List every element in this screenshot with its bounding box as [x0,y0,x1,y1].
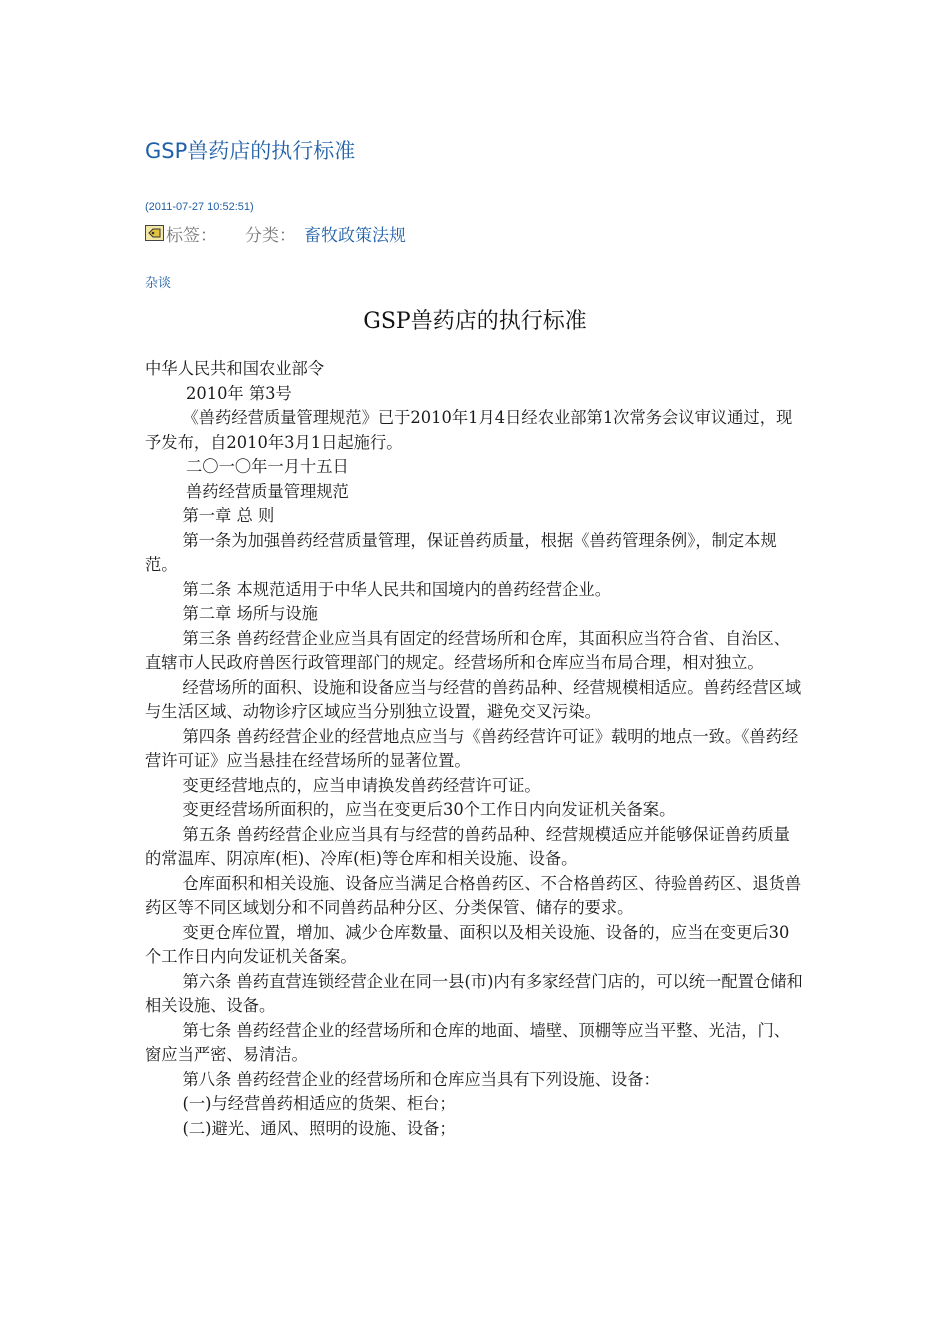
list-item: (二)避光、通风、照明的设施、设备； [182,1118,456,1138]
document-title: GSP兽药店的执行标准 [363,309,587,334]
paragraph: 变更经营场所面积的，应当在变更后30个工作日内向发证机关备案。 [182,800,676,819]
paragraph: 仓库面积和相关设施、设备应当满足合格兽药区、不合格兽药区、待验兽药区、退货兽药区等不同区域划分和不同兽药品种分区、分类保管、储存的要求。 [145,873,802,917]
list-item: (一)与经营兽药相适应的货架、柜台； [182,1094,456,1113]
post-date: (2011-07-27 10:52:51) [145,201,254,213]
article: 第四条 兽药经营企业的经营地点应当与《兽药经营许可证》载明的地点一致。《兽药经营许可证》应当悬挂在经营场所的显著位置。 [145,726,799,770]
paragraph: 经营场所的面积、设施和设备应当与经营的兽药品种、经营规模相适应。兽药经营区域与生活区域、动物诊疗区域应当分别独立设置，避免交叉污染。 [145,677,802,721]
article: 第八条 兽药经营企业的经营场所和仓库应当具有下列设施、设备： [182,1069,660,1089]
article: 第七条 兽药经营企业的经营场所和仓库的地面、墙壁、顶棚等应当平整、光洁，门、窗应当严密、易清洁。 [145,1020,791,1064]
misc-tag-link[interactable]: 杂谈 [145,276,172,291]
chapter-heading: 第一章 总 则 [182,506,275,525]
decree-number: 2010年 第3号 [186,383,292,403]
category-link[interactable]: 畜牧政策法规 [304,225,406,246]
decree-issuer: 中华人民共和国农业部令 [145,359,325,378]
tag-category-line [145,221,406,245]
paragraph: 变更仓库位置，增加、减少仓库数量、面积以及相关设施、设备的，应当在变更后30个工作日内向发证机关备案。 [145,922,790,966]
chapter-heading: 第二章 场所与设施 [182,604,318,623]
blog-post-title[interactable]: GSP兽药店的执行标准 [145,139,356,163]
document-body [145,357,805,1141]
article: 第二条 本规范适用于中华人民共和国境内的兽药经营企业。 [182,579,611,599]
article: 第五条 兽药经营企业应当具有与经营的兽药品种、经营规模适应并能够保证兽药质量的常温库、阴凉库(柜)、冷库(柜)等仓库和相关设施、设备。 [145,824,791,868]
category-label: 分类： [245,225,296,246]
tag-icon [145,225,164,241]
regulation-title: 兽药经营质量管理规范 [186,481,349,501]
article: 第一条为加强兽药经营质量管理，保证兽药质量，根据《兽药管理条例》，制定本规范。 [145,530,777,574]
tag-label: 标签： [166,225,217,246]
article: 第三条 兽药经营企业应当具有固定的经营场所和仓库，其面积应当符合省、自治区、直辖市人民政府兽医行政管理部门的规定。经营场所和仓库应当布局合理，相对独立。 [145,628,791,672]
decree-date: 二〇一〇年一月十五日 [186,457,349,476]
article: 第六条 兽药直营连锁经营企业在同一县(市)内有多家经营门店的，可以统一配置仓储和相关设施、设备。 [145,971,803,1015]
paragraph: 变更经营地点的，应当申请换发兽药经营许可证。 [182,775,541,795]
paragraph: 《兽药经营质量管理规范》已于2010年1月4日经农业部第1次常务会议审议通过，现予发布，自2010年3月1日起施行。 [145,408,793,452]
